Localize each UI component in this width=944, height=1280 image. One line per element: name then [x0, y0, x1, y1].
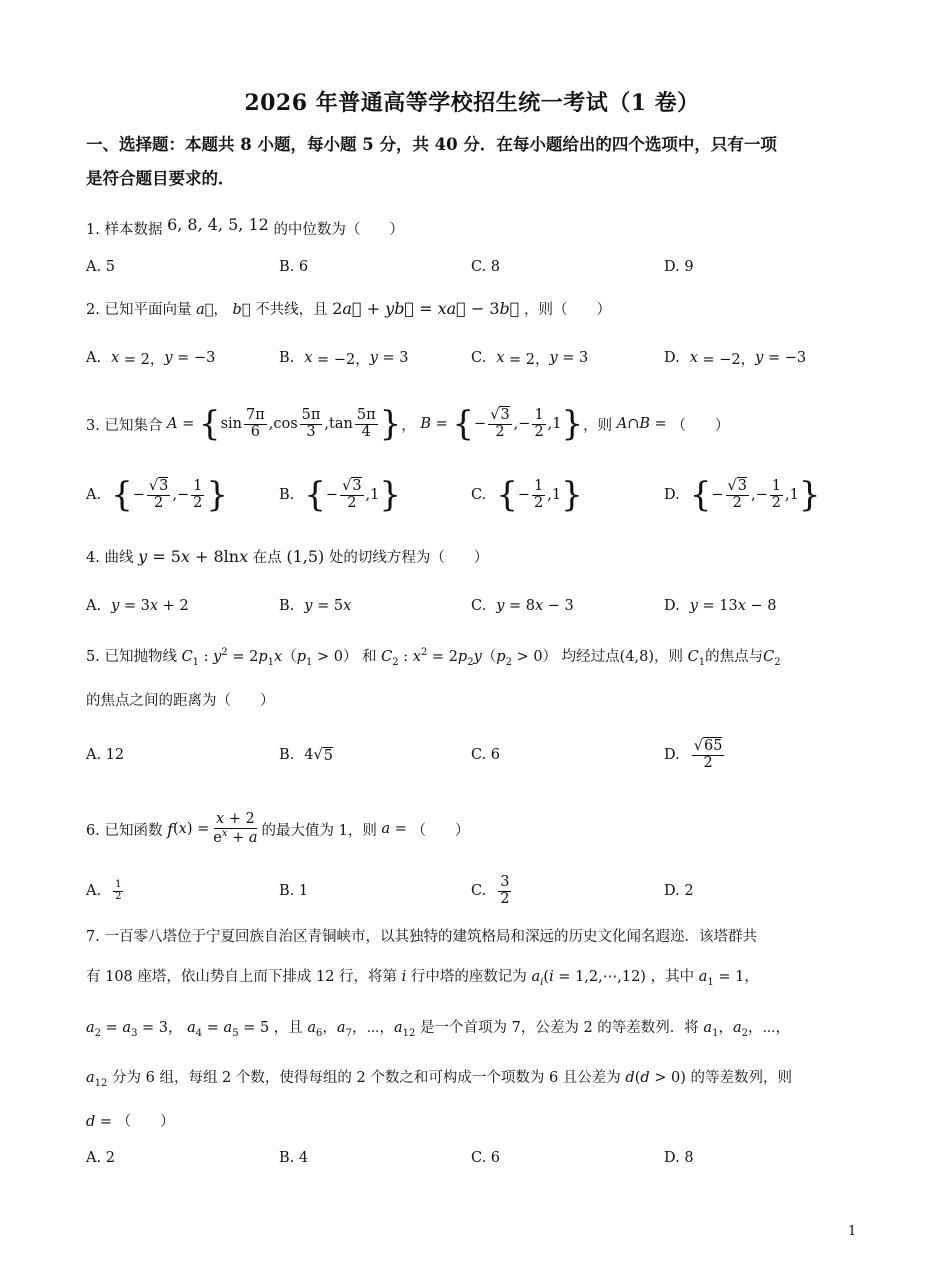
q3-stem-prefix: 3. 已知集合: [86, 417, 163, 434]
q2-stem-prefix: 2. 已知平面向量: [86, 302, 192, 318]
q7-option-b[interactable]: B. 4: [279, 1150, 309, 1166]
q5-option-d[interactable]: D. $\frac{√65}{2}$: [664, 738, 723, 771]
q2-option-b-label: B.: [279, 350, 295, 366]
q2-options: [86, 338, 846, 378]
q7-option-c[interactable]: C. 6: [471, 1150, 501, 1166]
q3-option-b-label: B.: [279, 487, 295, 503]
page-title: 2026 年普通高等学校招生统一考试（1 卷）: [244, 90, 700, 116]
q2-option-b[interactable]: B. x = −2， y = 3: [279, 350, 409, 368]
q6-options: [86, 868, 846, 914]
q7-line3-b: 是一个首项为 7，公差为 2 的等差数列．将: [420, 1020, 699, 1036]
q5-line2: 的焦点之间的距离为（ ）: [86, 693, 275, 709]
q3-option-c[interactable]: C. { − $\frac{1}{2}$ ,1 }: [471, 475, 583, 515]
q6-option-a-label: A.: [86, 883, 102, 899]
q3-option-a[interactable]: A. { − $\frac{√3}{2}$ ,− $\frac{1}{2}$ }: [86, 475, 229, 515]
question-5: 5. 已知抛物线 $C_1$ : $y^2 = 2p_1x(p_1 > 0)$ 和 $C_2$ : $x^2 = 2p_2y(p_2 > 0)$ 均经过点(4,8)，则 $C_1$的焦点与$C_2$: [86, 647, 781, 668]
q2-vector-a: a⃗: [196, 302, 214, 318]
q2-option-d-label: D.: [664, 350, 680, 366]
q4-option-b[interactable]: B. y = 5 x: [279, 598, 352, 614]
q7-line4: $a_{12}$ 分为 6 组，每组 2 个数，使得每组的 2 个数之和可构成一个项数为 6 且公差为 d(d > 0) 的等差数列，则: [86, 1070, 793, 1089]
q2-mid: 不共线，且: [255, 302, 328, 318]
q7-line4-a: 分为 6 组，每组 2 个数，使得每组的 2 个数之和可构成一个项数为 6 且公差为: [112, 1070, 621, 1086]
q5-option-b-label: B.: [279, 747, 295, 763]
q3-stem-suffix: ，则: [583, 417, 613, 434]
q3-option-d[interactable]: D. { − $\frac{√3}{2}$ ,− $\frac{1}{2}$ ,1 }: [664, 475, 821, 515]
q3-options: [86, 466, 846, 524]
q6-option-b[interactable]: B. 1: [279, 883, 309, 899]
question-6: 6. 已知函数 f ( x ) = $\frac{x + 2}{e^x + a}$ 的最大值为 1，则 a = （ ）: [86, 811, 470, 846]
q6-option-c[interactable]: C. $\frac{3}{2}$: [471, 874, 510, 907]
q7-line2-a: 有 108 座塔，依山势自上而下排成 12 行，将第: [86, 969, 398, 985]
q1-options: [86, 247, 846, 287]
q7-line5-tail: （ ）: [116, 1114, 175, 1130]
q5-and: 和: [362, 649, 377, 665]
q7-line4-b: 的等差数列，则: [690, 1070, 793, 1086]
q3-option-b[interactable]: B. { − $\frac{√3}{2}$ ,1 }: [279, 475, 402, 515]
q7-line5: d = （ ）: [86, 1114, 175, 1130]
q5-option-d-label: D.: [664, 747, 680, 763]
q7-line2-c: ，其中: [650, 969, 695, 985]
section-heading-line2: 是符合题目要求的．: [86, 169, 235, 188]
q7-options: [86, 1138, 846, 1178]
q2-vector-b: b⃗: [232, 302, 251, 318]
question-2: 2. 已知平面向量 a⃗， b⃗ 不共线，且 2a⃗ + yb⃗ = xa⃗ − 3b⃗ ，则（ ）: [86, 299, 611, 318]
q4-stem-suffix: 处的切线方程为（ ）: [328, 550, 489, 566]
q4-option-b-label: B.: [279, 598, 295, 614]
q7-line2-b: 行中塔的座数记为: [410, 969, 527, 985]
q4-option-a-label: A.: [86, 598, 102, 614]
q4-options: [86, 586, 846, 626]
q5-stem-prefix: 5. 已知抛物线: [86, 649, 177, 665]
q5-option-c[interactable]: C. 6: [471, 747, 501, 763]
q1-stem-suffix: 的中位数为（ ）: [273, 222, 404, 238]
section-heading: [86, 128, 876, 196]
q3-option-a-label: A.: [86, 487, 102, 503]
q4-option-c-label: C.: [471, 598, 487, 614]
q1-option-d[interactable]: D. 9: [664, 259, 694, 275]
page-number: 1: [848, 1224, 857, 1239]
q4-stem-prefix: 4. 曲线: [86, 550, 134, 566]
q3-option-d-label: D.: [664, 487, 680, 503]
q4-mid: 在点: [252, 550, 282, 566]
q3-option-c-label: C.: [471, 487, 487, 503]
q4-option-a[interactable]: A. y = 3 x + 2: [86, 598, 189, 614]
q5-option-a[interactable]: A. 12: [86, 747, 125, 763]
q7-line3: $a_2 = a_3 = 3$， $a_4 = a_5 = 5$ ，且 $a_6$，$a_7$，⋯，$a_{12}$ 是一个首项为 7，公差为 2 的等差数列．将 $a_1$，$a_2$，⋯，: [86, 1020, 791, 1039]
q5-through: 均经过点: [561, 649, 620, 665]
question-1: [86, 215, 404, 239]
q2-equation: 2a⃗ + yb⃗ = xa⃗ − 3b⃗: [332, 299, 520, 318]
q3-tail: （ ）: [671, 417, 730, 434]
q6-option-c-label: C.: [471, 883, 487, 899]
q6-stem-prefix: 6. 已知函数: [86, 822, 163, 839]
section-heading-line1: 一、选择题：本题共 8 小题，每小题 5 分，共 40 分．在每小题给出的四个选项中，只有一项: [86, 135, 777, 154]
q7-line3-a: ，且: [273, 1020, 303, 1036]
q6-tail: （ ）: [411, 822, 470, 839]
q7-option-a[interactable]: A. 2: [86, 1150, 115, 1166]
q2-option-c[interactable]: C. x = 2， y = 3: [471, 350, 589, 368]
q5-options: [86, 730, 846, 780]
q1-data: 6, 8, 4, 5, 12: [167, 215, 269, 234]
q5-focus: 的焦点与: [705, 649, 764, 665]
q1-option-b[interactable]: B. 6: [279, 259, 309, 275]
q2-option-a-label: A.: [86, 350, 102, 366]
question-4: 4. 曲线 y = 5x + 8lnx 在点 (1,5) 处的切线方程为（ ）: [86, 547, 489, 566]
q5-then: ，则: [654, 649, 684, 665]
q7-line1: 7. 一百零八塔位于宁夏回族自治区青铜峡市，以其独特的建筑格局和深远的历史文化闻名遐迩．该塔群共: [86, 929, 757, 945]
q5-option-b[interactable]: B. 4√ 5: [279, 747, 333, 764]
q6-stem-suffix: 的最大值为 1，则: [261, 822, 377, 839]
q6-option-d[interactable]: D. 2: [664, 883, 694, 899]
q2-stem-suffix: ，则（ ）: [524, 302, 611, 318]
q1-stem-prefix: 1. 样本数据: [86, 222, 163, 238]
q7-option-d[interactable]: D. 8: [664, 1150, 694, 1166]
q4-option-d-label: D.: [664, 598, 680, 614]
q4-option-d[interactable]: D. y = 13 x − 8: [664, 598, 777, 614]
q2-option-c-label: C.: [471, 350, 487, 366]
q2-option-d[interactable]: D. x = −2， y = −3: [664, 350, 807, 368]
q1-option-c[interactable]: C. 8: [471, 259, 501, 275]
q1-option-a[interactable]: A. 5: [86, 259, 115, 275]
q6-option-a[interactable]: A. $\frac{1}{2}$: [86, 879, 122, 902]
q2-option-a[interactable]: A. x = 2， y = −3: [86, 350, 216, 368]
q7-line2: 有 108 座塔，依山势自上而下排成 12 行，将第 i 行中塔的座数记为 $a_i(i$ = 1,2,⋯,12) ，其中 $a_1 = 1$，: [86, 969, 759, 988]
q4-option-c[interactable]: C. y = 8 x − 3: [471, 598, 574, 614]
question-3: 3. 已知集合 A = { sin $\frac{7\pi}{6}$ ,cos $\frac{5\pi}{3}$ ,tan $\frac{5\pi}{4}$ } ， B = { − $\frac{√3}{2}$ ,− $\frac{1}{2}$ ,1 } ，则 A ∩ B = （ ）: [86, 404, 730, 444]
